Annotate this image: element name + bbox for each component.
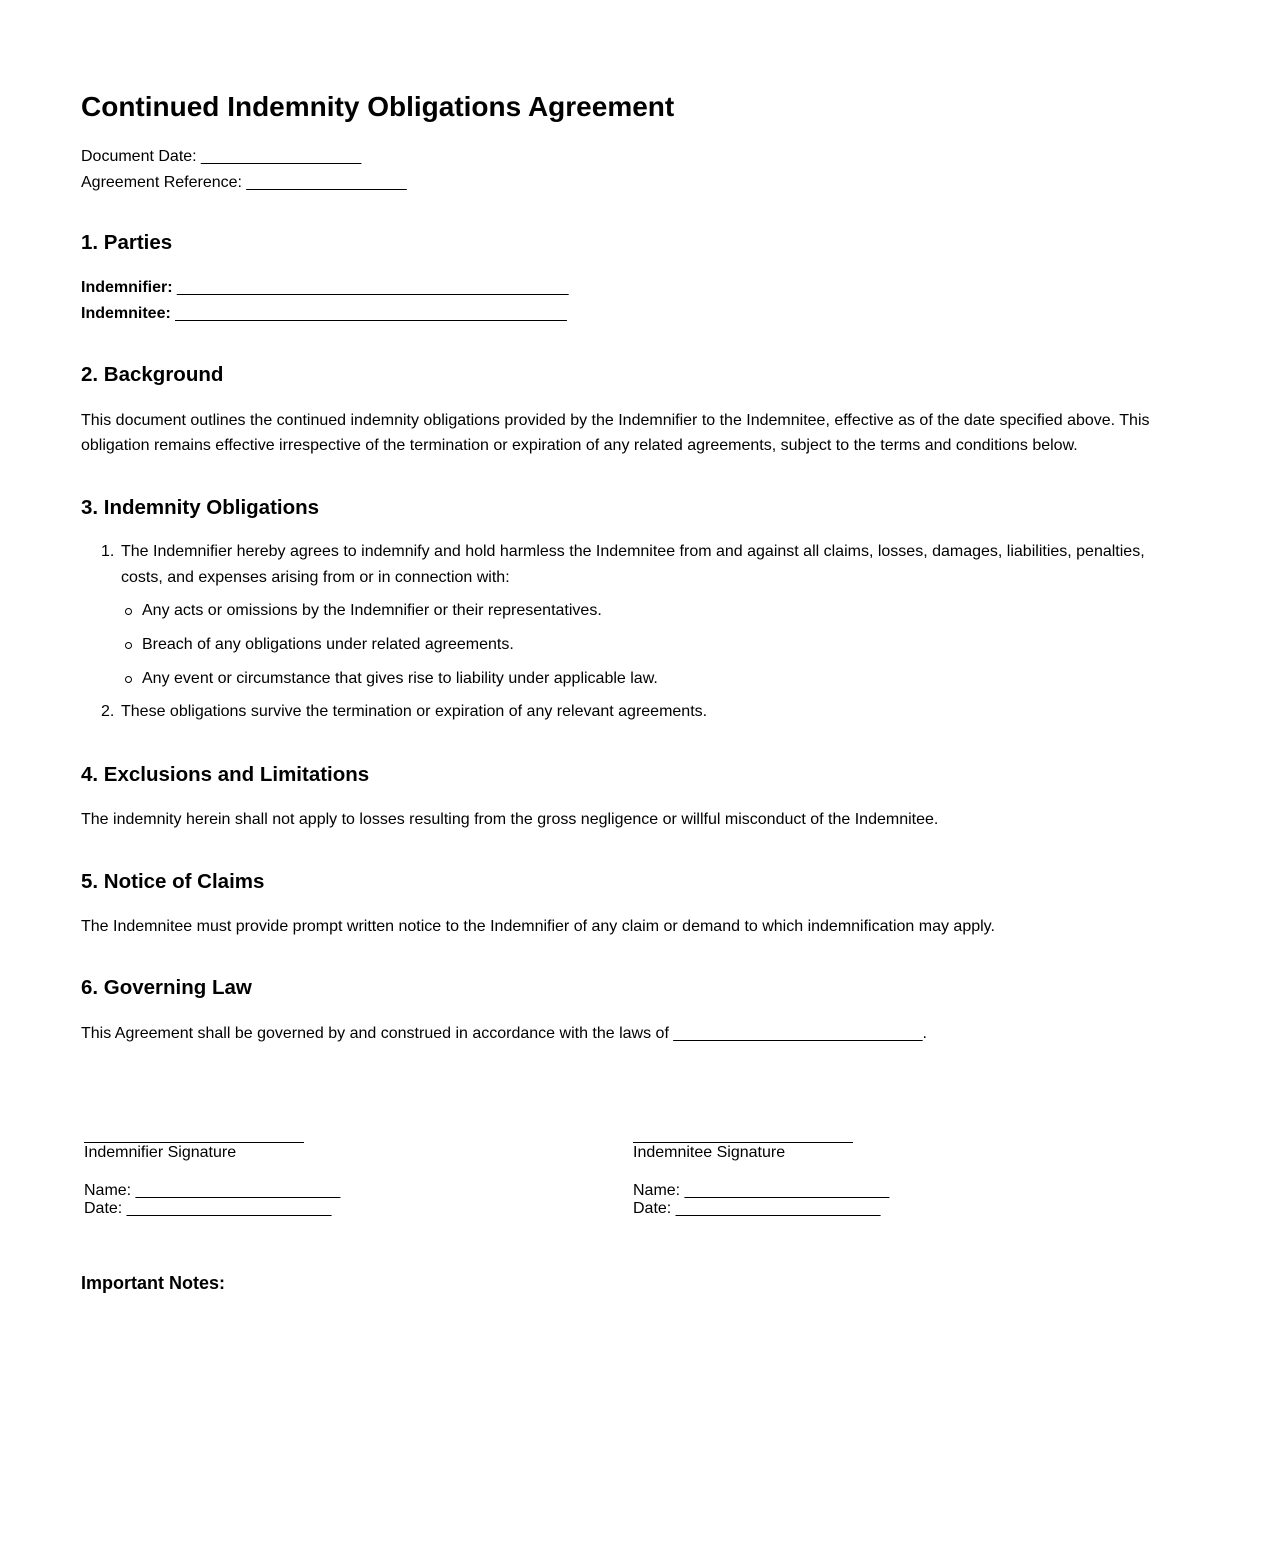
document-date-field: Document Date: __________________ xyxy=(81,148,362,165)
section-heading-obligations: 3. Indemnity Obligations xyxy=(81,496,320,519)
obligation-bullet xyxy=(124,601,602,621)
indemnifier-name-field: Name: _______________________ xyxy=(84,1182,341,1199)
obligation-item-2-number: 2. xyxy=(101,703,115,720)
obligation-item-1 xyxy=(101,539,1171,591)
circle-bullet-icon xyxy=(125,608,132,615)
obligation-bullet-text: Any acts or omissions by the Indemnifier or their representatives. xyxy=(142,602,602,619)
indemnifier-date-field: Date: _______________________ xyxy=(84,1200,332,1217)
indemnifier-signature-block xyxy=(84,1142,340,1218)
indemnitee-signature-label: Indemnitee Signature xyxy=(633,1144,786,1161)
notice-paragraph: The Indemnitee must provide prompt written notice to the Indemnifier of any claim or demand to which indemnification may apply. xyxy=(81,918,995,935)
background-paragraph: This document outlines the continued indemnity obligations provided by the Indemnifier to the Indemnitee, effective as of the date specified above. This obligation remains effective irrespective of the termination or expiration of any related agreements, subject to the terms and conditions below. xyxy=(81,412,1150,454)
obligation-bullet-text: Any event or circumstance that gives rise to liability under applicable law. xyxy=(142,670,658,687)
governing-law-paragraph: This Agreement shall be governed by and construed in accordance with the laws of ____________________________. xyxy=(81,1025,927,1042)
signature-line xyxy=(633,1142,853,1143)
obligation-bullet-text: Breach of any obligations under related agreements. xyxy=(142,636,514,653)
indemnitee-field xyxy=(81,304,567,324)
obligation-bullet xyxy=(124,669,658,689)
circle-bullet-icon xyxy=(125,676,132,683)
page-title: Continued Indemnity Obligations Agreement xyxy=(81,91,675,122)
indemnitee-label: Indemnitee: xyxy=(81,305,171,322)
circle-bullet-icon xyxy=(125,642,132,649)
indemnifier-label: Indemnifier: xyxy=(81,279,173,296)
indemnitee-blank: ____________________________________________ xyxy=(175,305,567,322)
agreement-reference-field: Agreement Reference: __________________ xyxy=(81,174,407,191)
section-heading-governing-law: 6. Governing Law xyxy=(81,976,252,999)
signature-line xyxy=(84,1142,304,1143)
section-heading-exclusions: 4. Exclusions and Limitations xyxy=(81,763,370,786)
section-heading-notice: 5. Notice of Claims xyxy=(81,870,265,893)
exclusions-paragraph: The indemnity herein shall not apply to losses resulting from the gross negligence or willful misconduct of the Indemnitee. xyxy=(81,811,939,828)
indemnifier-blank: ____________________________________________ xyxy=(177,279,569,296)
indemnitee-signature-block xyxy=(633,1142,889,1218)
section-heading-background: 2. Background xyxy=(81,363,224,386)
indemnitee-name-field: Name: _______________________ xyxy=(633,1182,890,1199)
obligation-item-2 xyxy=(101,699,1171,725)
obligation-item-1-text: The Indemnifier hereby agrees to indemnify and hold harmless the Indemnitee from and against all claims, losses, damages, liabilities, penalties, costs, and expenses arising from or in connection with: xyxy=(121,543,1145,586)
obligation-bullet xyxy=(124,635,514,655)
indemnifier-signature-label: Indemnifier Signature xyxy=(84,1144,237,1161)
indemnitee-date-field: Date: _______________________ xyxy=(633,1200,881,1217)
important-notes-heading: Important Notes: xyxy=(81,1273,225,1293)
obligation-item-1-number: 1. xyxy=(101,543,115,560)
indemnifier-field xyxy=(81,278,569,298)
obligation-item-2-text: These obligations survive the termination or expiration of any relevant agreements. xyxy=(121,703,708,720)
section-heading-parties: 1. Parties xyxy=(81,231,173,254)
